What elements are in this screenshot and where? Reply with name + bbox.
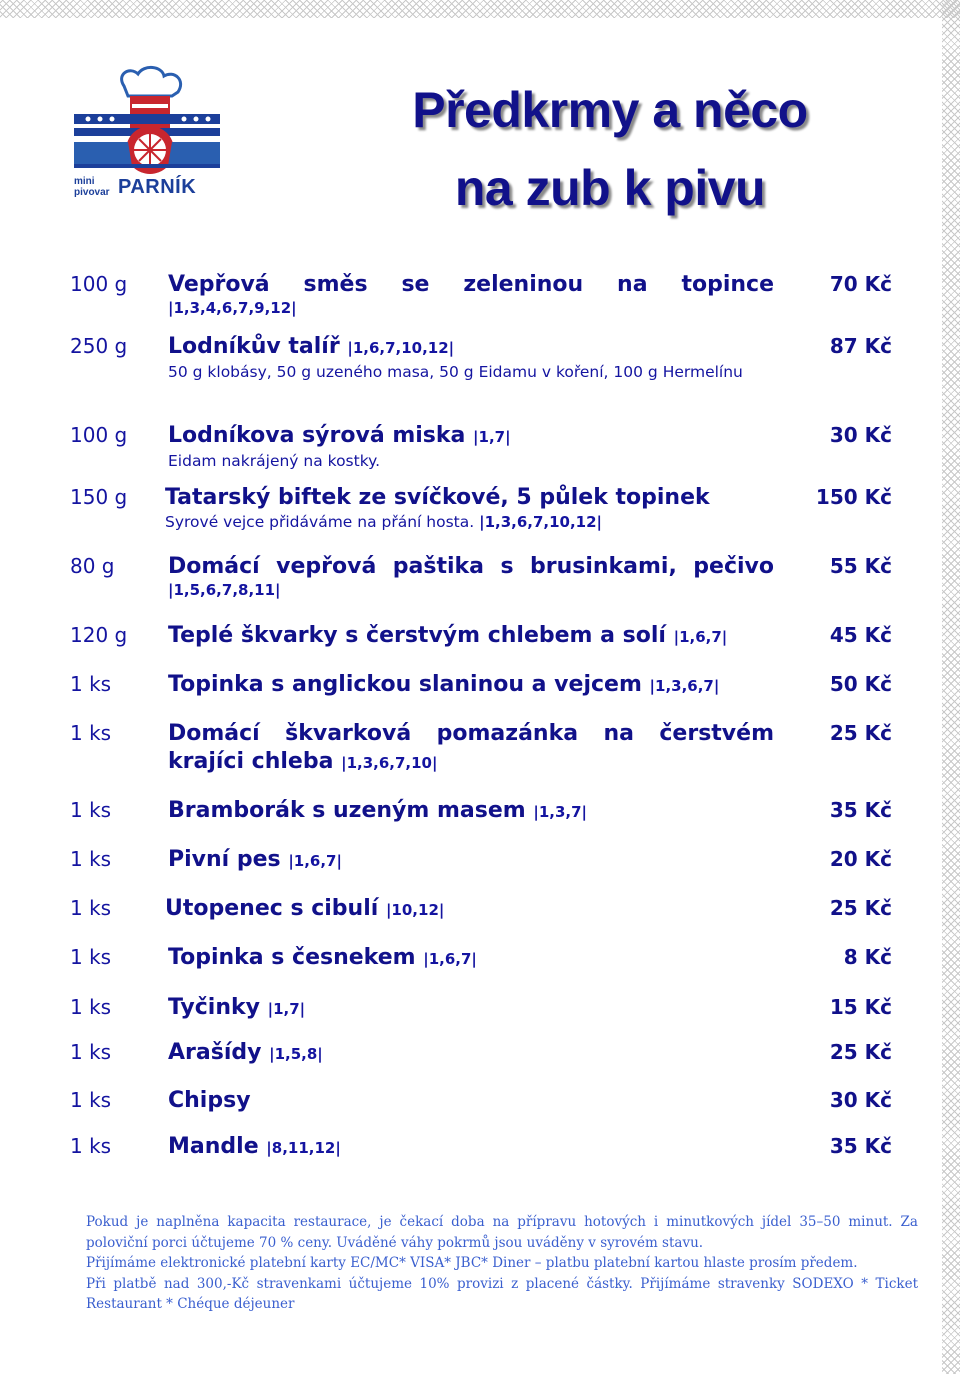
item-name-line [165,895,771,924]
item-quantity: 1 ks [70,995,112,1019]
item-quantity: 120 g [70,623,128,647]
item-name-block [168,994,774,1023]
note-payment-cards: Přijímáme elektronické platební karty EC/MC* VISA* JBC* Diner – platbu platební kartou hlaste prosím předem. [86,1255,858,1271]
item-name-block [168,720,774,777]
item-name-block [168,1039,774,1068]
item-allergens: |1,5,8| [269,1045,323,1063]
item-allergens: |1,3,4,6,7,9,12| [168,299,297,317]
item-price: 25 Kč [829,896,892,920]
item-quantity: 1 ks [70,1088,112,1112]
item-name: Arašídy [168,1040,262,1065]
item-name: Chipsy [168,1088,251,1113]
item-name-line [168,671,774,700]
item-name: Vepřová směs se zeleninou na topince [168,272,774,297]
item-name: Mandle [168,1134,259,1159]
footer-notes [86,1212,918,1315]
note-waiting-time: Pokud je naplněna kapacita restaurace, je čekací doba na přípravu hotových i minutkových jídel 35–50 minut. Za poloviční porci účtujeme 70 % ceny. Uváděné váhy pokrmů jsou uváděny v syrovém stavu. [86,1214,918,1251]
logo-mini-text: mini pivovar [74,176,110,198]
item-quantity: 1 ks [70,798,112,822]
item-description: 50 g klobásy, 50 g uzeného masa, 50 g Eidamu v koření, 100 g Hermelínu [168,363,743,381]
item-allergens: |1,5,6,7,8,11| [168,581,281,599]
item-name-block [168,622,774,651]
item-description: Eidam nakrájený na kostky. [168,452,381,470]
item-name: Tyčinky [168,995,260,1020]
item-quantity: 1 ks [70,672,112,696]
item-name: Teplé škvarky s čerstvým chlebem a solí [168,623,666,648]
item-quantity: 1 ks [70,721,112,745]
item-price: 8 Kč [843,945,892,969]
item-description-line [165,512,771,532]
item-allergens: |8,11,12| [266,1139,341,1157]
item-allergens: |1,3,7| [533,803,588,821]
logo-name-text: PARNÍK [118,176,197,198]
item-allergens: |1,3,6,7,10,12| [479,513,603,531]
item-price: 55 Kč [829,554,892,578]
item-allergens: |1,6,7| [673,628,728,646]
item-quantity: 1 ks [70,1040,112,1064]
item-quantity: 1 ks [70,896,112,920]
item-name-line [168,1039,774,1068]
item-name: Topinka s česnekem [168,945,416,970]
item-name-block [168,846,774,875]
item-price: 30 Kč [829,1088,892,1112]
item-price: 70 Kč [829,272,892,296]
item-name-block [165,895,771,924]
heading-line-1: Předkrmy a něco [412,82,808,138]
logo-wordmark [74,176,224,200]
item-price: 35 Kč [829,798,892,822]
item-name-block [165,484,771,532]
item-allergens: |10,12| [385,901,445,919]
item-allergens: |1,6,7,10,12| [347,339,455,357]
item-name: Domácí vepřová paštika s brusinkami, pečivo [168,554,774,579]
item-quantity: 150 g [70,485,128,509]
decorative-border-top [0,0,960,18]
item-price: 150 Kč [815,485,892,509]
item-price: 35 Kč [829,1134,892,1158]
item-allergens: |1,3,6,7,10| [341,754,438,772]
item-name-block [168,553,774,599]
item-name-block [168,797,774,826]
item-name-line [168,622,774,651]
item-quantity: 100 g [70,272,128,296]
note-meal-vouchers: Při platbě nad 300,-Kč stravenkami účtujeme 10% provizi z placené částky. Přijímáme stravenky SODEXO * Ticket Restaurant * Chéque déjeuner [86,1275,918,1312]
item-description: Syrové vejce přidáváme na přání hosta. [165,513,475,531]
item-allergens: |1,7| [473,428,511,446]
item-price: 30 Kč [829,423,892,447]
item-name: Topinka s anglickou slaninou a vejcem [168,672,642,697]
item-price: 20 Kč [829,847,892,871]
item-price: 25 Kč [829,721,892,745]
item-quantity: 80 g [70,554,115,578]
item-name: Lodníkova sýrová miska [168,423,466,448]
item-allergens: |1,6,7| [288,852,342,870]
item-name: Pivní pes [168,847,281,872]
item-name-line [168,720,774,777]
item-price: 50 Kč [829,672,892,696]
item-name-line [168,846,774,875]
item-quantity: 100 g [70,423,128,447]
item-name: Utopenec s cibulí [165,896,379,921]
item-allergens: |1,3,6,7| [649,677,720,695]
item-name-line [168,1133,774,1162]
page-heading [400,82,820,216]
item-name: Bramborák s uzeným masem [168,798,526,823]
item-name-block [168,944,774,973]
item-price: 45 Kč [829,623,892,647]
item-price: 87 Kč [829,334,892,358]
item-quantity: 1 ks [70,945,112,969]
item-quantity: 250 g [70,334,128,358]
item-name-line [168,422,774,451]
item-quantity: 1 ks [70,847,112,871]
item-price: 25 Kč [829,1040,892,1064]
heading-line-2: na zub k pivu [454,160,766,216]
item-name-line [168,994,774,1023]
item-name-block [168,333,774,382]
item-name-block [168,671,774,700]
item-name: Lodníkův talíř [168,334,340,359]
item-name-line [168,333,774,362]
item-name-line [168,797,774,826]
item-name-block [168,1087,774,1115]
item-name-block [168,422,774,471]
item-allergens: |1,7| [267,1000,306,1018]
item-name-block [168,1133,774,1162]
item-price: 15 Kč [829,995,892,1019]
item-name-line [168,944,774,973]
item-name-block [168,271,774,317]
decorative-border-right [942,0,960,1374]
item-name: Tatarský biftek ze svíčkové, 5 půlek topinek [165,485,710,510]
item-name: Domácí škvarková pomazánka na čerstvém krajíci chleba [168,721,774,774]
item-quantity: 1 ks [70,1134,112,1158]
item-allergens: |1,6,7| [423,950,477,968]
